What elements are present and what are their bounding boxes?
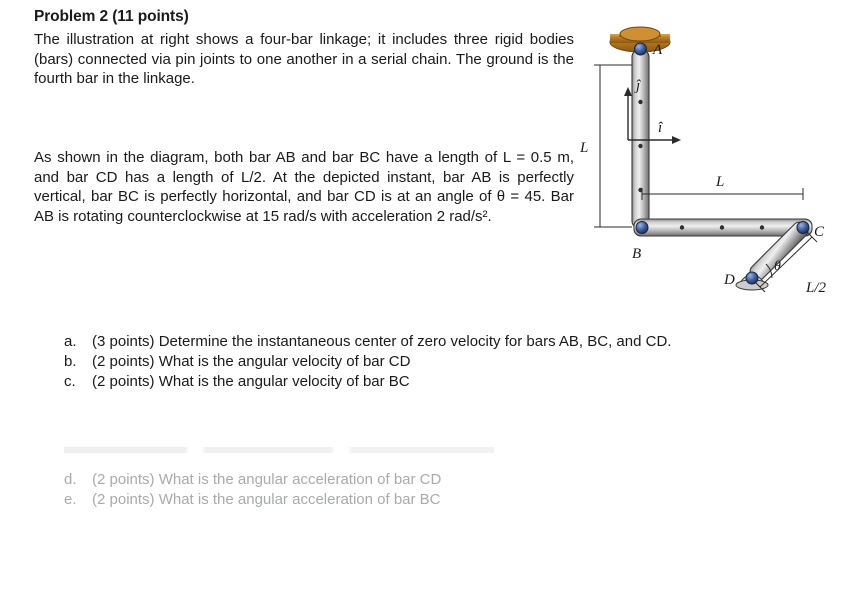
pin-joint-a (635, 43, 647, 55)
pin-joint-c (797, 222, 809, 234)
label-point-d: D (724, 272, 735, 288)
redacted-text-line (64, 447, 494, 453)
problem-paragraph-2: As shown in the diagram, both bar AB and bar BC have a length of L = 0.5 m, and bar CD has a length of L/2. At the depicted instant, bar AB is perfectly vertical, bar BC is perfectly horizontal, and bar CD is at an angle of θ = 45. Bar AB is rotating counterclockwise at 15 rad/s with acceleration 2 rad/s². (34, 149, 574, 225)
question-label: c. (64, 373, 76, 390)
question-text: (2 points) What is the angular velocity of bar CD (92, 353, 411, 370)
question-label: d. (64, 471, 77, 488)
page-title: Problem 2 (11 points) (34, 8, 189, 25)
label-axis-i: î (658, 120, 663, 136)
list-item (64, 372, 864, 391)
question-label: e. (64, 491, 77, 508)
question-text: (2 points) What is the angular acceleration of bar CD (92, 471, 442, 488)
label-point-a: A (653, 42, 663, 58)
question-text: (2 points) What is the angular velocity of bar BC (92, 373, 410, 390)
list-item (64, 470, 864, 489)
label-point-c: C (814, 224, 825, 240)
label-axis-j: ĵ (636, 78, 641, 94)
pin-joint-d (746, 272, 758, 284)
question-text: (2 points) What is the angular acceleration of bar BC (92, 491, 441, 508)
list-item (64, 332, 864, 351)
problem-paragraph-1: The illustration at right shows a four-bar linkage; it includes three rigid bodies (bars) connected via pin joints to one another in a serial chain. The ground is the fourth bar in the linkage. (34, 31, 574, 87)
question-list-faded (64, 470, 864, 510)
question-label: a. (64, 333, 77, 350)
question-label: b. (64, 353, 77, 370)
label-angle-theta: θ (774, 259, 781, 274)
label-length-cd: L/2 (806, 280, 827, 296)
question-list-main (64, 332, 864, 392)
label-length-ab: L (580, 140, 589, 156)
question-text: (3 points) Determine the instantaneous center of zero velocity for bars AB, BC, and CD. (92, 333, 672, 350)
label-length-bc: L (716, 174, 725, 190)
pin-joint-b (636, 222, 648, 234)
list-item (64, 352, 864, 371)
label-point-b: B (632, 246, 642, 262)
bar-ab (632, 50, 649, 228)
linkage-diagram (574, 6, 866, 316)
list-item (64, 490, 864, 509)
dimension-ab (594, 65, 632, 227)
